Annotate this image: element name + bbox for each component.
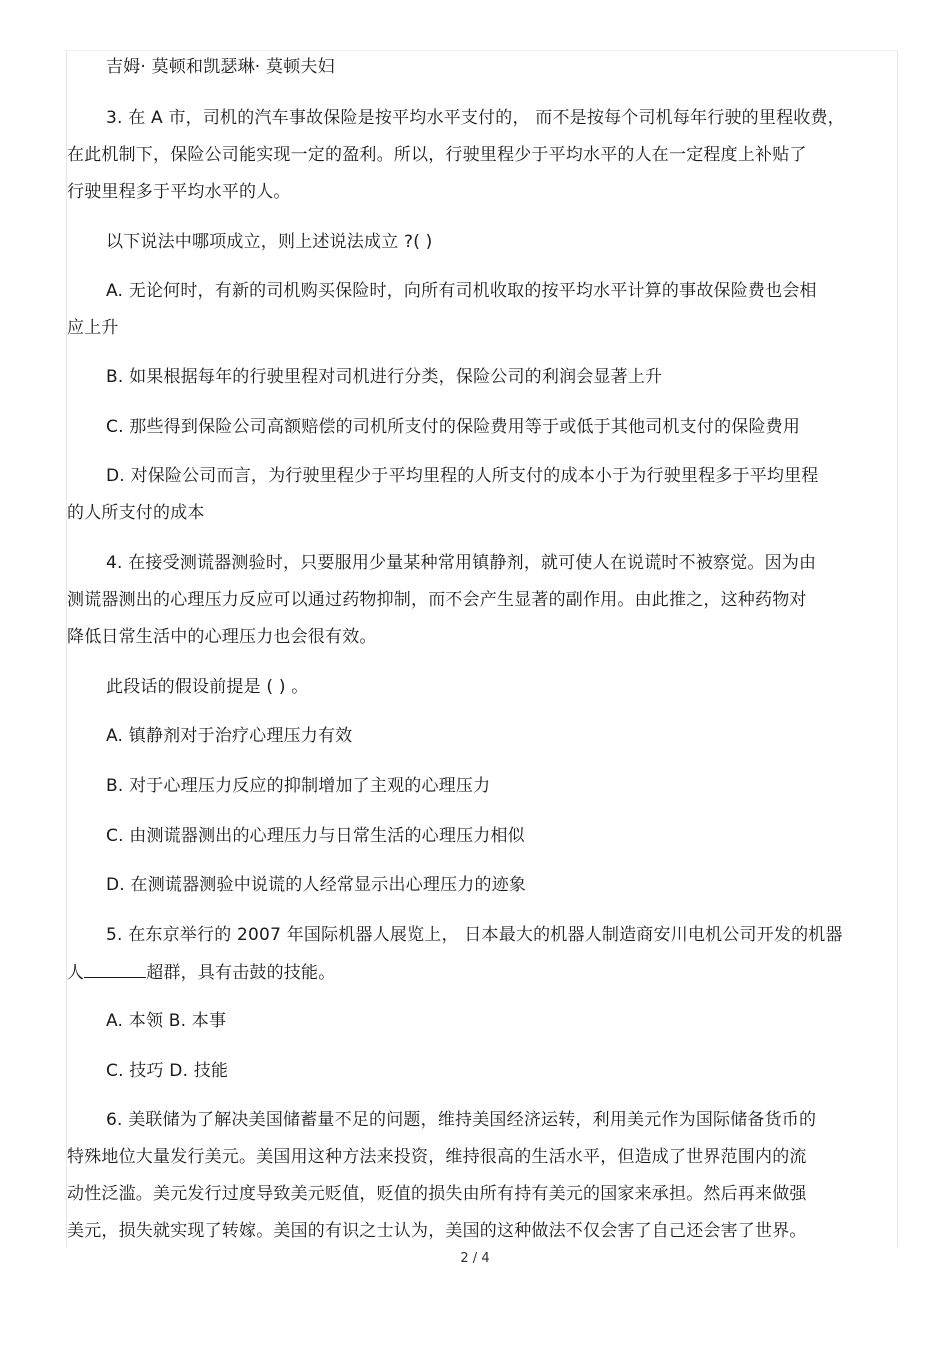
q6-stem-line-2: 特殊地位大量发行美元。美国用这种方法来投资，维持很高的生活水平，但造成了世界范围内的流 [67, 1147, 807, 1167]
q3-option-d-line-2: 的人所支付的成本 [67, 503, 205, 523]
q6-stem-line-4: 美元，损失就实现了转嫁。美国的有识之士认为，美国的这种做法不仅会害了自己还会害了世界。 [67, 1221, 807, 1241]
q3-option-d-line-1: D. 对保险公司而言，为行驶里程少于平均里程的人所支付的成本小于为行驶里程多于平均里程 [106, 466, 819, 486]
page-number: 2 / 4 [460, 1251, 490, 1266]
header-line: 吉姆· 莫顿和凯瑟琳· 莫顿夫妇 [106, 57, 335, 77]
q4-stem-line-3: 降低日常生活中的心理压力也会很有效。 [67, 627, 377, 647]
q5-stem-line-1: 5. 在东京举行的 2007 年国际机器人展览上， 日本最大的机器人制造商安川电机公司开发的机器 [106, 925, 843, 945]
q4-option-c: C. 由测谎器测出的心理压力与日常生活的心理压力相似 [106, 826, 525, 846]
q4-stem-line-2: 测谎器测出的心理压力反应可以通过药物抑制，而不会产生显著的副作用。由此推之，这种药物对 [67, 590, 807, 610]
q3-option-c: C. 那些得到保险公司高额赔偿的司机所支付的保险费用等于或低于其他司机支付的保险费用 [106, 417, 801, 437]
q6-stem-line-1: 6. 美联储为了解决美国储蓄量不足的问题，维持美国经济运转，利用美元作为国际储备货币的 [106, 1110, 817, 1130]
q3-stem-line-2: 在此机制下，保险公司能实现一定的盈利。所以，行驶里程少于平均水平的人在一定程度上补贴了 [67, 145, 807, 165]
q4-option-d: D. 在测谎器测验中说谎的人经常显示出心理压力的迹象 [106, 875, 527, 895]
q6-stem-line-3: 动性泛滥。美元发行过度导致美元贬值，贬值的损失由所有持有美元的国家来承担。然后再来做强 [67, 1184, 807, 1204]
q4-stem-line-1: 4. 在接受测谎器测验时，只要服用少量某种常用镇静剂，就可使人在说谎时不被察觉。因为由 [106, 553, 817, 573]
q3-question: 以下说法中哪项成立，则上述说法成立 ?( ) [106, 232, 433, 252]
q3-option-b: B. 如果根据每年的行驶里程对司机进行分类，保险公司的利润会显著上升 [106, 367, 663, 387]
q4-option-b: B. 对于心理压力反应的抑制增加了主观的心理压力 [106, 776, 491, 796]
q5-stem-line-2-end: 超群，具有击鼓的技能。 [146, 963, 336, 983]
q3-stem-line-3: 行驶里程多于平均水平的人。 [67, 182, 291, 202]
q4-question: 此段话的假设前提是 ( ) 。 [106, 677, 309, 697]
q3-option-a-line-2: 应上升 [67, 318, 119, 338]
q3-stem-line-1: 3. 在 A 市，司机的汽车事故保险是按平均水平支付的， 而不是按每个司机每年行驶的里程收费， [106, 108, 845, 128]
q3-option-a-line-1: A. 无论何时，有新的司机购买保险时，向所有司机收取的按平均水平计算的事故保险费也会相 [106, 281, 817, 301]
q5-stem-line-2-start: 人 [67, 963, 85, 983]
q5-options-row-1: A. 本领 B. 本事 [106, 1011, 227, 1031]
q5-fill-blank [84, 961, 146, 978]
q4-option-a: A. 镇静剂对于治疗心理压力有效 [106, 726, 353, 746]
q5-options-row-2: C. 技巧 D. 技能 [106, 1061, 229, 1081]
q5-stem-line-2 [67, 961, 335, 984]
